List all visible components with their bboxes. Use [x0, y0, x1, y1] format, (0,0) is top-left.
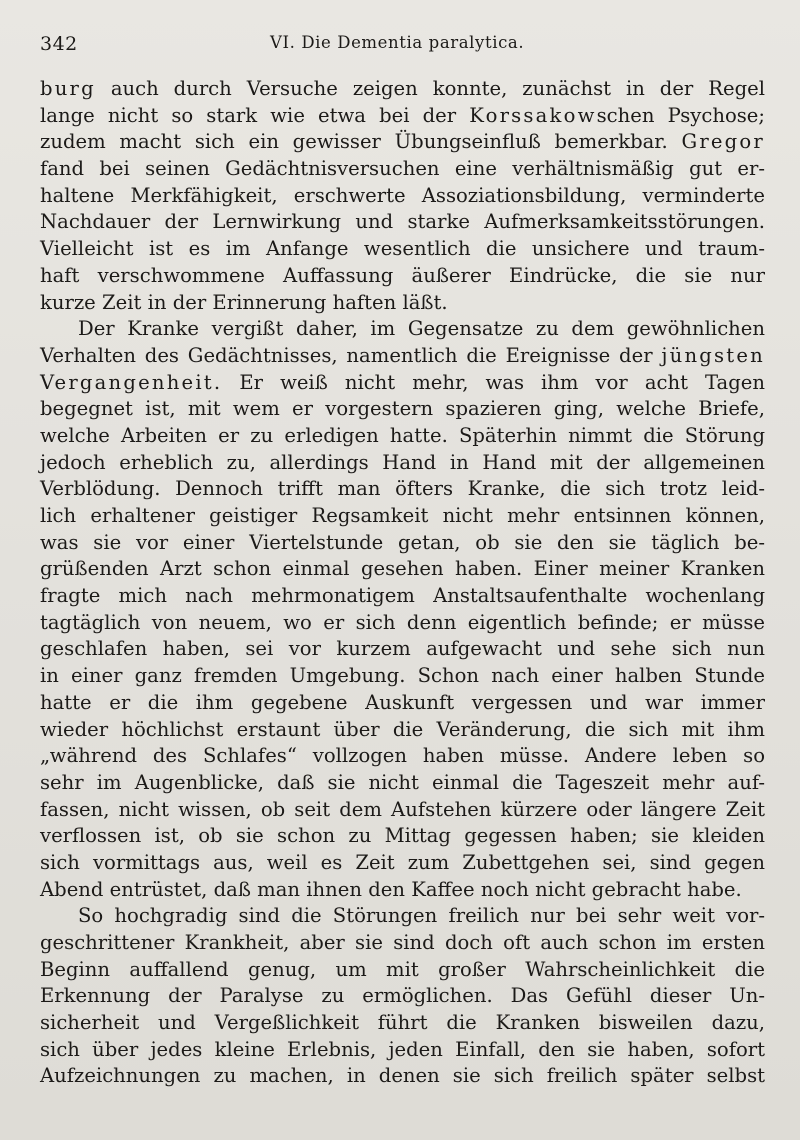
- text-line: [40, 1010, 765, 1037]
- text-run: kurze Zeit in der Erinnerung haften läßt.: [40, 290, 448, 314]
- text-run: haft verschwommene Auffassung äußerer Eindrücke, die sie nur: [40, 263, 765, 287]
- text-line: [40, 636, 765, 663]
- text-run: sehr im Augenblicke, daß sie nicht einmal die Tageszeit mehr auf-: [40, 770, 765, 794]
- text-run: fassen, nicht wissen, ob seit dem Aufstehen kürzere oder längere Zeit: [40, 797, 765, 821]
- text-line: [40, 1037, 765, 1064]
- text-run: sich vormittags aus, weil es Zeit zum Zubettgehen sei, sind gegen: [40, 850, 765, 874]
- text-line: [40, 1063, 765, 1090]
- text-run: „während des Schlafes“ vollzogen haben müsse. Andere leben so: [40, 744, 765, 768]
- running-head: VI. Die Dementia paralytica.: [270, 33, 525, 52]
- text-line: [40, 263, 765, 290]
- text-line: [40, 129, 765, 156]
- text-run: So hochgradig sind die Störungen freilich nur bei sehr weit vor-: [78, 904, 765, 928]
- text-line: [40, 476, 765, 503]
- text-run: geschrittener Krankheit, aber sie sind doch oft auch schon im ersten: [40, 931, 765, 954]
- text-line: [40, 76, 765, 103]
- spaced-emphasis: Vergangenheit.: [40, 370, 223, 394]
- spaced-emphasis: Gregor: [681, 130, 765, 154]
- text-line: [40, 503, 765, 530]
- text-run: schen Psychose;: [596, 103, 765, 127]
- text-run: haltene Merkfähigkeit, erschwerte Assoziationsbildung, verminderte: [40, 183, 765, 207]
- text-line: [40, 903, 765, 930]
- text-run: Vielleicht ist es im Anfange wesentlich die unsichere und traum-: [40, 237, 765, 261]
- text-run: jedoch erheblich zu, allerdings Hand in Hand mit der allgemeinen: [40, 450, 765, 474]
- text-run: Beginn auffallend genug, um mit großer Wahrscheinlichkeit die: [40, 957, 765, 981]
- text-run: in einer ganz fremden Umgebung. Schon nach einer halben Stunde: [40, 664, 765, 688]
- text-run: tagtäglich von neuem, wo er sich denn eigentlich befinde; er müsse: [40, 610, 765, 634]
- text-run: grüßenden Arzt schon einmal gesehen haben. Einer meiner Kranken: [40, 557, 765, 581]
- text-line: [40, 690, 765, 717]
- text-run: Verhalten des Gedächtnisses, namentlich die Ereignisse der: [40, 343, 662, 367]
- text-run: Nachdauer der Lernwirkung und starke Aufmerksamkeitsstörungen.: [40, 210, 765, 234]
- text-run: was sie vor einer Viertelstunde getan, ob sie den sie täglich be-: [40, 530, 765, 554]
- page-header: [40, 33, 764, 57]
- text-line: [40, 236, 765, 263]
- text-line: [40, 316, 765, 343]
- text-line: [40, 770, 765, 797]
- text-line: [40, 983, 765, 1010]
- body-text: [40, 76, 765, 1090]
- text-run: sich über jedes kleine Erlebnis, jeden Einfall, den sie haben, sofort: [40, 1037, 765, 1061]
- text-run: Der Kranke vergißt daher, im Gegensatze zu dem gewöhnlichen: [78, 317, 765, 341]
- text-run: zudem macht sich ein gewisser Übungseinfluß bemerkbar.: [40, 130, 682, 154]
- text-run: geschlafen haben, sei vor kurzem aufgewacht und sehe sich nun: [40, 637, 765, 661]
- text-run: hatte er die ihm gegebene Auskunft vergessen und war immer: [40, 690, 765, 714]
- text-line: [40, 610, 765, 637]
- text-line: [40, 209, 765, 236]
- text-line: [40, 663, 765, 690]
- text-line: [40, 156, 765, 183]
- text-run: wieder höchlichst erstaunt über die Veränderung, die sich mit ihm: [40, 717, 765, 741]
- text-run: fand bei seinen Gedächtnisversuchen eine verhältnismäßig gut er-: [40, 157, 765, 181]
- text-line: [40, 930, 765, 957]
- text-run: auch durch Versuche zeigen konnte, zunächst in der Regel: [95, 77, 765, 100]
- text-line: [40, 290, 765, 317]
- text-run: begegnet ist, mit wem er vorgestern spazieren ging, welche Briefe,: [40, 397, 765, 421]
- text-line: [40, 103, 765, 130]
- text-line: [40, 743, 765, 770]
- text-run: lich erhaltener geistiger Regsamkeit nicht mehr entsinnen können,: [40, 504, 765, 527]
- text-line: [40, 877, 765, 904]
- text-line: [40, 850, 765, 877]
- text-run: fragte mich nach mehrmonatigem Anstaltsaufenthalte wochenlang: [40, 584, 765, 608]
- page-number: 342: [40, 33, 78, 55]
- text-run: Abend entrüstet, daß man ihnen den Kaffee noch nicht gebracht habe.: [40, 877, 742, 901]
- text-line: [40, 423, 765, 450]
- text-run: verflossen ist, ob sie schon zu Mittag gegessen haben; sie kleiden: [40, 824, 765, 848]
- text-line: [40, 183, 765, 210]
- text-run: Verblödung. Dennoch trifft man öfters Kranke, die sich trotz leid-: [40, 477, 765, 501]
- text-line: [40, 370, 765, 397]
- text-line: [40, 797, 765, 824]
- text-line: [40, 450, 765, 477]
- text-line: [40, 343, 765, 370]
- spaced-emphasis: jüngsten: [661, 343, 765, 367]
- text-run: welche Arbeiten er zu erledigen hatte. Späterhin nimmt die Störung: [40, 423, 765, 447]
- text-line: [40, 530, 765, 557]
- text-line: [40, 957, 765, 984]
- text-line: [40, 583, 765, 610]
- spaced-emphasis: Korssakow: [469, 103, 597, 127]
- text-run: Erkennung der Paralyse zu ermöglichen. Das Gefühl dieser Un-: [40, 984, 765, 1008]
- text-line: [40, 396, 765, 423]
- text-run: lange nicht so stark wie etwa bei der: [40, 103, 470, 127]
- text-run: sicherheit und Vergeßlichkeit führt die Kranken bisweilen dazu,: [40, 1011, 765, 1035]
- text-line: [40, 717, 765, 744]
- text-line: [40, 823, 765, 850]
- text-run: Aufzeichnungen zu machen, in denen sie sich freilich später selbst: [40, 1064, 765, 1088]
- text-run: Er weiß nicht mehr, was ihm vor acht Tagen: [222, 370, 765, 394]
- spaced-emphasis: burg: [40, 77, 96, 100]
- text-line: [40, 556, 765, 583]
